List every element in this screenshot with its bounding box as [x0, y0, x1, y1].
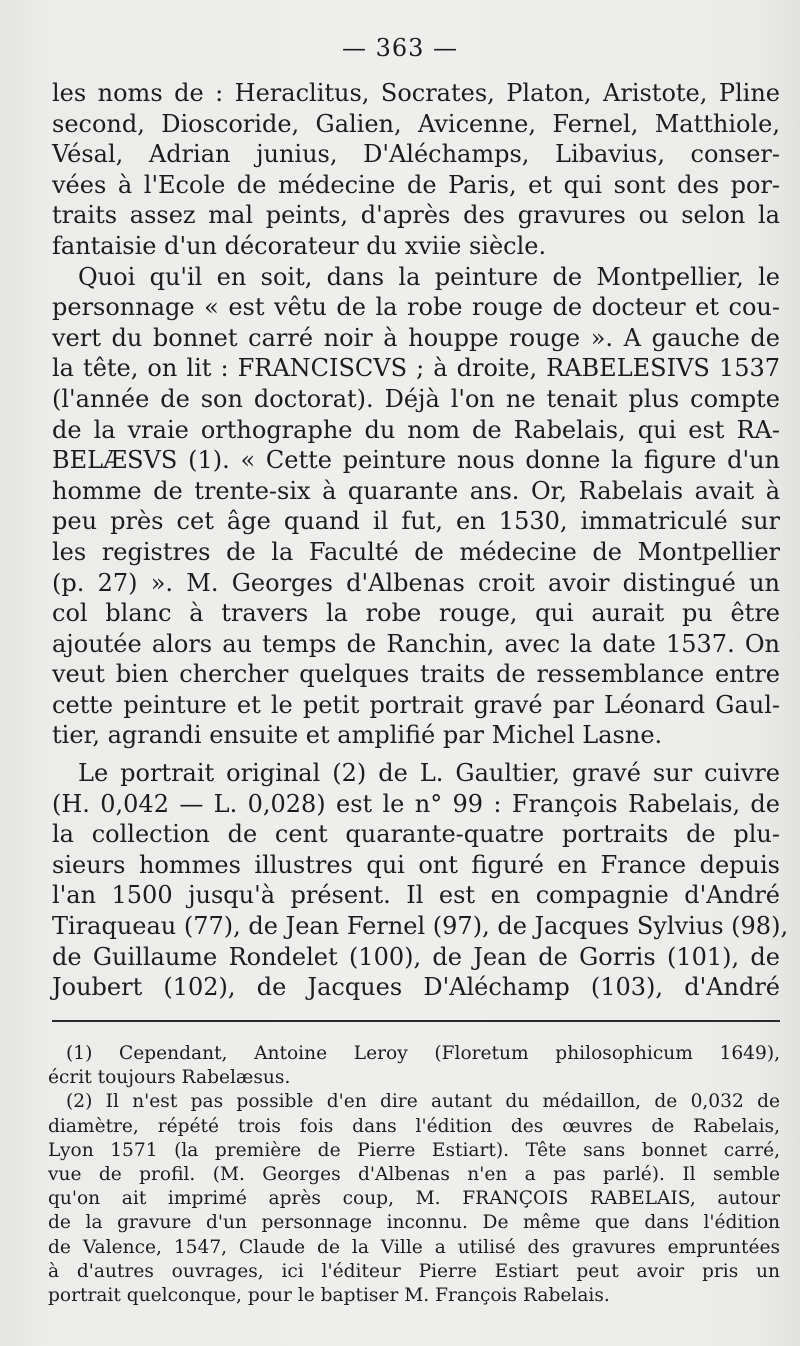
- text-line: BELÆSVS (1). « Cette peinture nous donne la figure d'un: [52, 446, 780, 475]
- footnote-line: à d'autres ouvrages, ici l'éditeur Pierre Estiart peut avoir pris un: [48, 1260, 780, 1282]
- footnote-line: écrit toujours Rabelæsus.: [48, 1067, 291, 1089]
- text-line: Le portrait original (2) de L. Gaultier, gravé sur cuivre: [78, 759, 780, 787]
- text-line: vées à l'Ecole de médecine de Paris, et qui sont des por-: [52, 170, 780, 199]
- text-line: de Guillaume Rondelet (100), de Jean de Gorris (101), de: [52, 942, 780, 971]
- text-line: second, Dioscoride, Galien, Avicenne, Fernel, Matthiole,: [52, 109, 780, 138]
- text-line: ajoutée alors au temps de Ranchin, avec la date 1537. On: [52, 629, 780, 658]
- text-line: cette peinture et le petit portrait gravé par Léonard Gaul-: [52, 690, 780, 719]
- footnote-line: qu'on ait imprimé après coup, M. FRANÇOIS RABELAIS, autour: [48, 1188, 780, 1210]
- text-line: Quoi qu'il en soit, dans la peinture de Montpellier, le: [78, 262, 780, 291]
- footnote-line: (2) Il n'est pas possible d'en dire autant du médaillon, de 0,032 de: [66, 1091, 780, 1113]
- text-line: vert du bonnet carré noir à houppe rouge ». A gauche de: [52, 323, 780, 352]
- text-line: (l'année de son doctorat). Déjà l'on ne tenait plus compte: [52, 384, 780, 413]
- text-line: l'an 1500 jusqu'à présent. Il est en compagnie d'André: [52, 881, 780, 910]
- paragraph: [52, 758, 789, 1003]
- footnote-line: vue de profil. (M. Georges d'Albenas n'en a pas parlé). Il semble: [48, 1164, 780, 1186]
- text-line: sieurs hommes illustres qui ont figuré en France depuis: [52, 850, 780, 879]
- text-line: homme de trente-six à quarante ans. Or, Rabelais avait à: [52, 476, 780, 505]
- text-line: veut bien chercher quelques traits de ressemblance entre: [52, 660, 780, 689]
- text-line: peu près cet âge quand il fut, en 1530, immatriculé sur: [52, 507, 780, 536]
- text-line: la tête, on lit : FRANCISCVS ; à droite, RABELESIVS 1537: [52, 354, 780, 383]
- text-line: les registres de la Faculté de médecine de Montpellier: [52, 537, 780, 566]
- text-line: de la vraie orthographe du nom de Rabelais, qui est RA-: [52, 415, 780, 444]
- page-number: — 363 —: [341, 34, 459, 62]
- text-line: Tiraqueau (77), de Jean Fernel (97), de Jacques Sylvius (98),: [52, 911, 789, 940]
- text-line: (H. 0,042 — L. 0,028) est le n° 99 : François Rabelais, de: [52, 789, 780, 818]
- footnote-line: diamètre, répété trois fois dans l'édition des œuvres de Rabelais,: [48, 1115, 780, 1137]
- footnotes: [48, 1042, 780, 1308]
- text-line: traits assez mal peints, d'après des gravures ou selon la: [52, 201, 780, 230]
- text-line: col blanc à travers la robe rouge, qui aurait pu être: [52, 599, 780, 628]
- text-line: les noms de : Heraclitus, Socrates, Platon, Aristote, Pline: [52, 79, 780, 107]
- text-line: (p. 27) ». M. Georges d'Albenas croit avoir distingué un: [52, 568, 780, 597]
- paragraph: [52, 262, 780, 752]
- second-paragraph: [52, 758, 789, 1003]
- text-line: fantaisie d'un décorateur du xviie siècle.: [52, 231, 547, 260]
- footnote-line: Lyon 1571 (la première de Pierre Estiart). Tête sans bonnet carré,: [48, 1139, 780, 1161]
- paragraph: [52, 78, 780, 262]
- footnote-line: de Valence, 1547, Claude de la Ville a utilisé des gravures empruntées: [48, 1236, 780, 1258]
- footnote-line: (1) Cependant, Antoine Leroy (Floretum philosophicum 1649),: [66, 1043, 780, 1064]
- footnote-line: de la gravure d'un personnage inconnu. De même que dans l'édition: [48, 1212, 780, 1234]
- text-line: Joubert (102), de Jacques D'Aléchamp (103), d'André: [52, 973, 780, 1002]
- text-line: tier, agrandi ensuite et amplifié par Michel Lasne.: [52, 721, 663, 750]
- text-line: personnage « est vêtu de la robe rouge de docteur et cou-: [52, 293, 780, 322]
- footnote-divider: [52, 1020, 780, 1022]
- footnote-line: portrait quelconque, pour le baptiser M. François Rabelais.: [48, 1285, 610, 1307]
- text-line: Vésal, Adrian junius, D'Aléchamps, Libavius, conser-: [52, 140, 780, 169]
- main-text: [52, 78, 780, 751]
- text-line: la collection de cent quarante-quatre portraits de plu-: [52, 820, 780, 849]
